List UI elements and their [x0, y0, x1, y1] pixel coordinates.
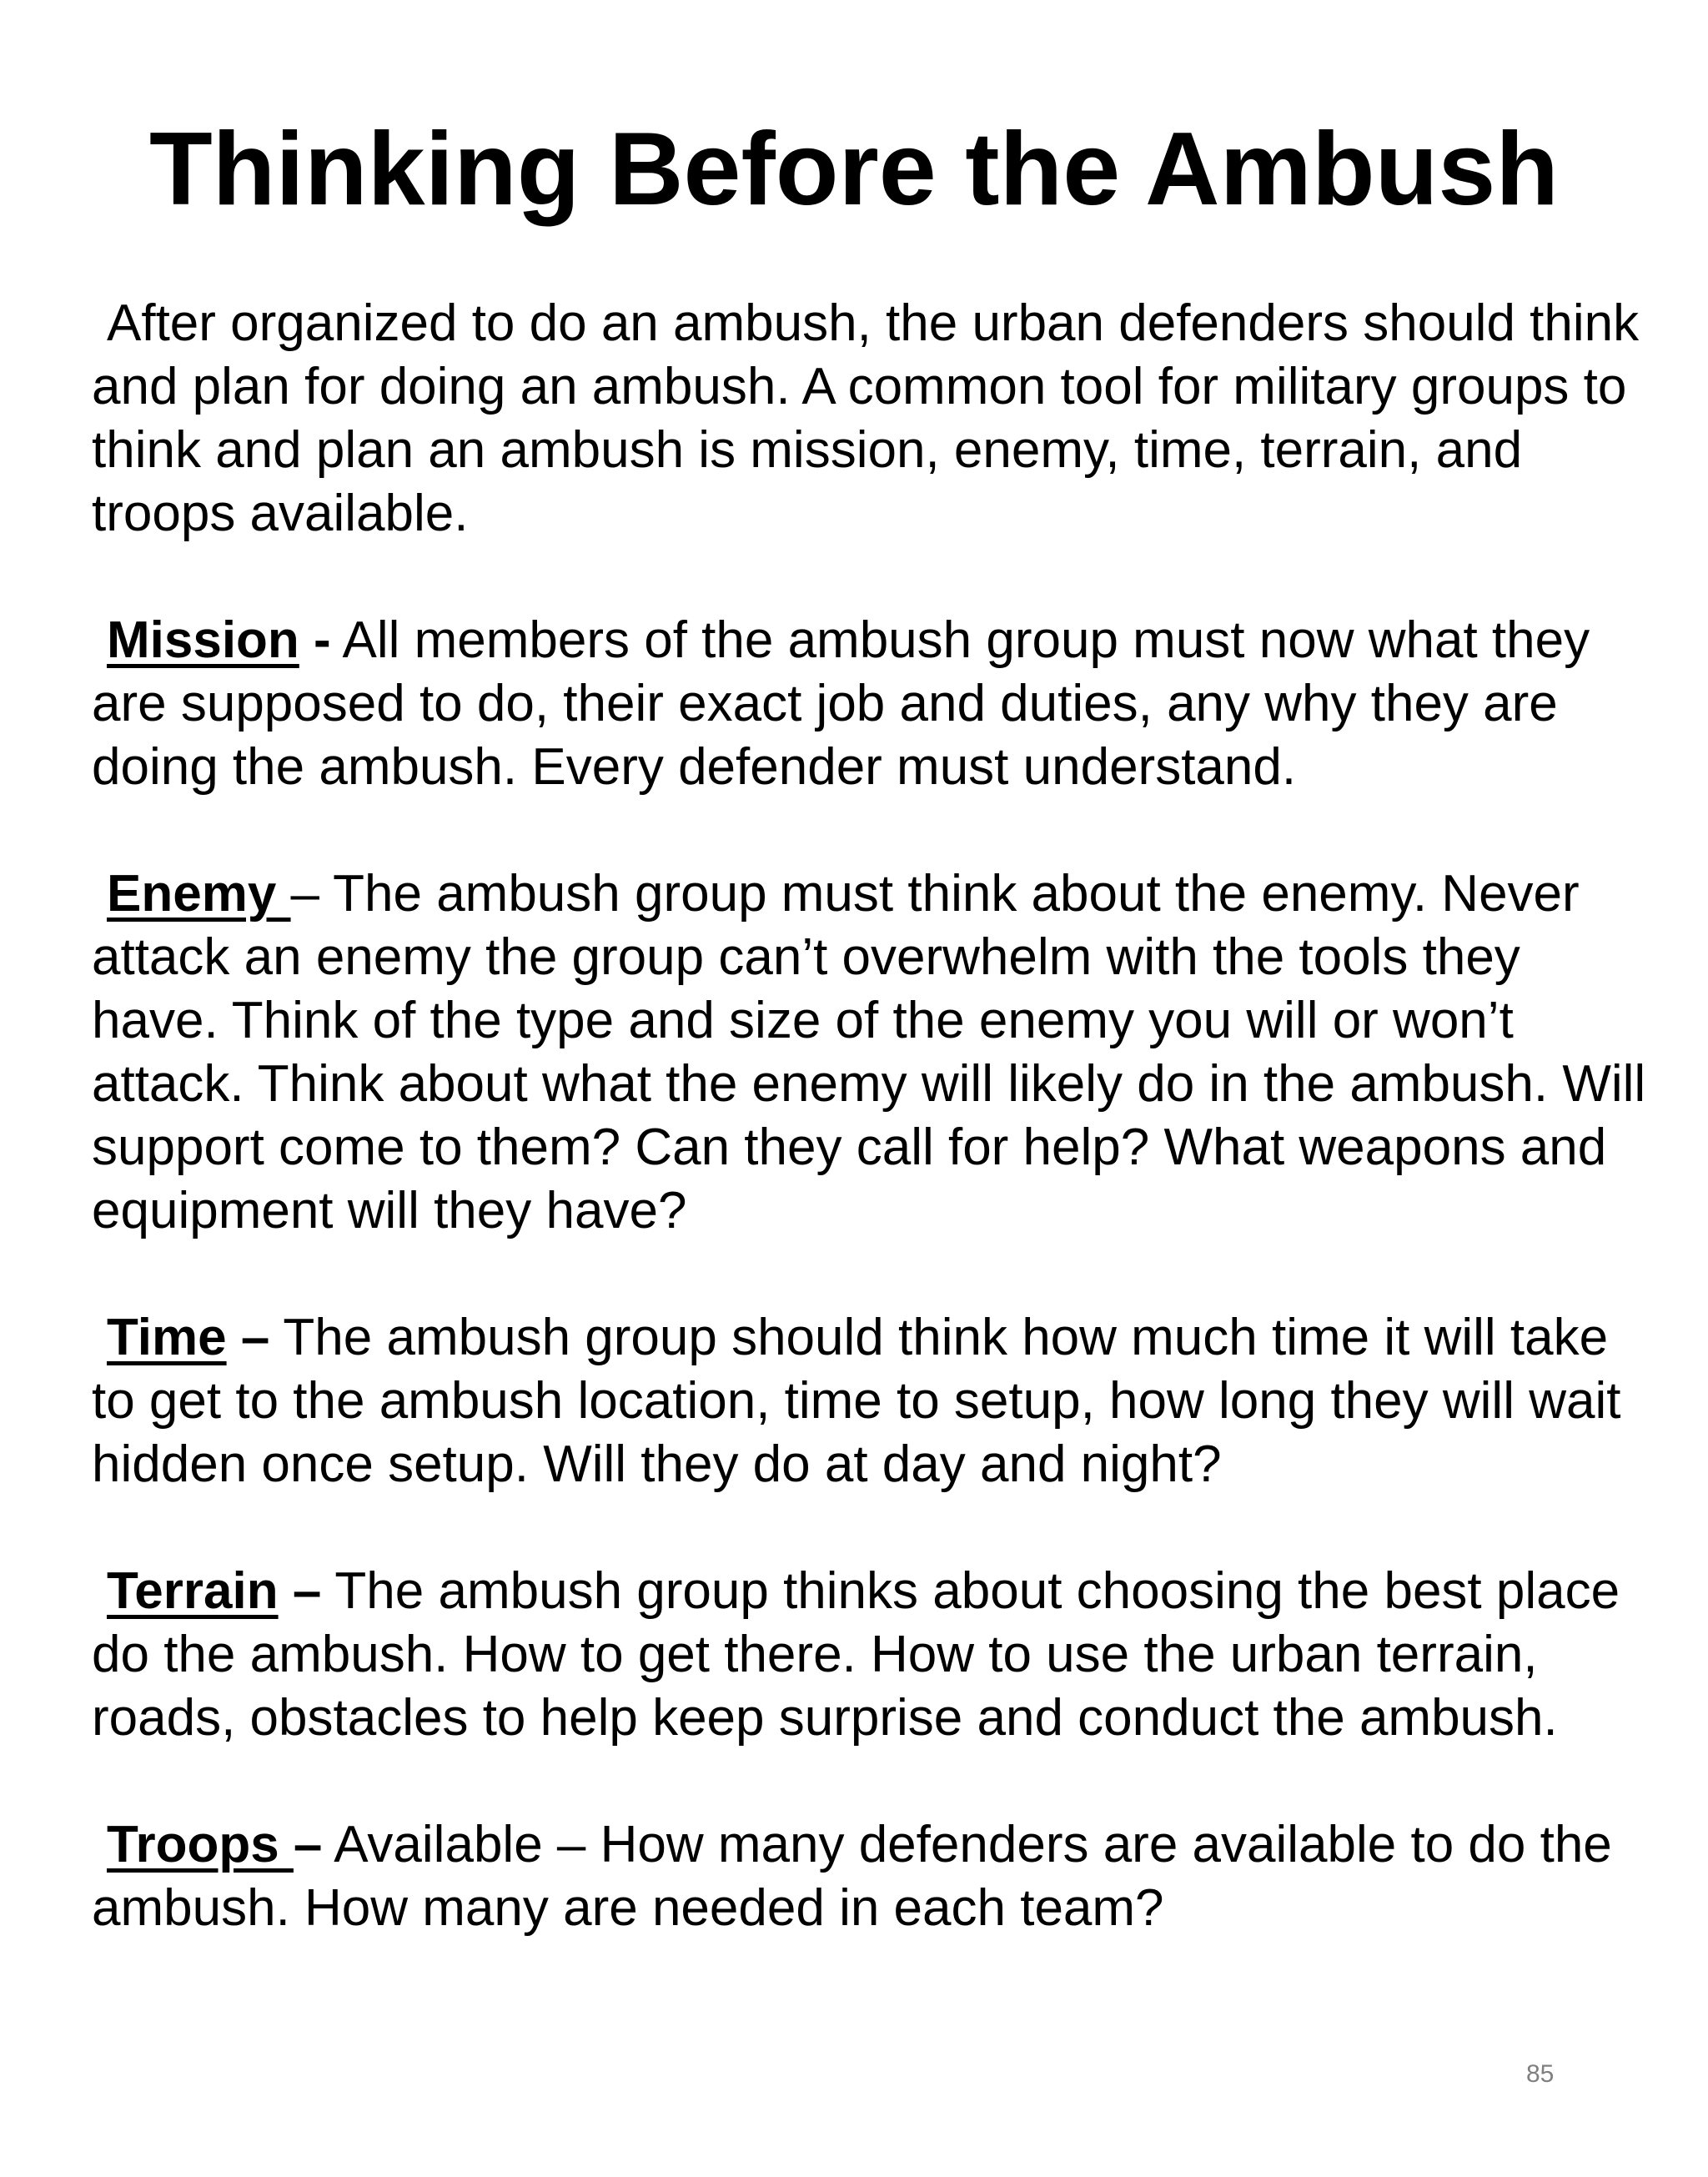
section-separator-mission: - — [299, 611, 331, 669]
section-terrain — [92, 1560, 1660, 1750]
document-body — [92, 292, 1660, 2004]
section-term-terrain: Terrain — [107, 1562, 279, 1620]
section-separator-troops: – — [293, 1816, 323, 1873]
section-mission — [92, 609, 1660, 799]
section-troops — [92, 1813, 1660, 1940]
section-separator-terrain: – — [278, 1562, 322, 1620]
section-text-enemy: – The ambush group must think about the enemy. Never attack an enemy the group can’t overwhelm with the tools they have. Think of the type and size of the enemy you will or won’t attack. Think about what the enemy will likely do in the ambush. Will support come to them? Can they call for help? What weapons and equipment will they have? — [92, 865, 1646, 1239]
page-number: 85 — [1526, 2060, 1555, 2088]
section-text-mission: All members of the ambush group must now what they are supposed to do, their exact job and duties, any why they are doing the ambush. Every defender must understand. — [92, 611, 1590, 796]
section-text-time: The ambush group should think how much time it will take to get to the ambush location, time to setup, how long they will wait hidden once setup. Will they do at day and night? — [92, 1309, 1621, 1493]
section-time — [92, 1306, 1660, 1496]
section-text-terrain: The ambush group thinks about choosing the best place do the ambush. How to get there. How to use the urban terrain, roads, obstacles to help keep surprise and conduct the ambush. — [92, 1562, 1620, 1747]
section-term-enemy: Enemy — [107, 865, 291, 923]
intro-text: After organized to do an ambush, the urban defenders should think and plan for doing an ambush. A common tool for military groups to think and plan an ambush is mission, enemy, time, terrain, and troops available. — [92, 294, 1640, 542]
intro-paragraph — [92, 292, 1660, 546]
section-text-troops: Available – How many defenders are available to do the ambush. How many are needed in each team? — [92, 1816, 1612, 1937]
section-separator-time: – — [226, 1309, 270, 1366]
section-term-troops: Troops — [107, 1816, 294, 1873]
page-title: Thinking Before the Ambush — [148, 112, 1560, 227]
section-term-time: Time — [107, 1309, 227, 1366]
section-term-mission: Mission — [107, 611, 299, 669]
section-enemy — [92, 862, 1660, 1243]
